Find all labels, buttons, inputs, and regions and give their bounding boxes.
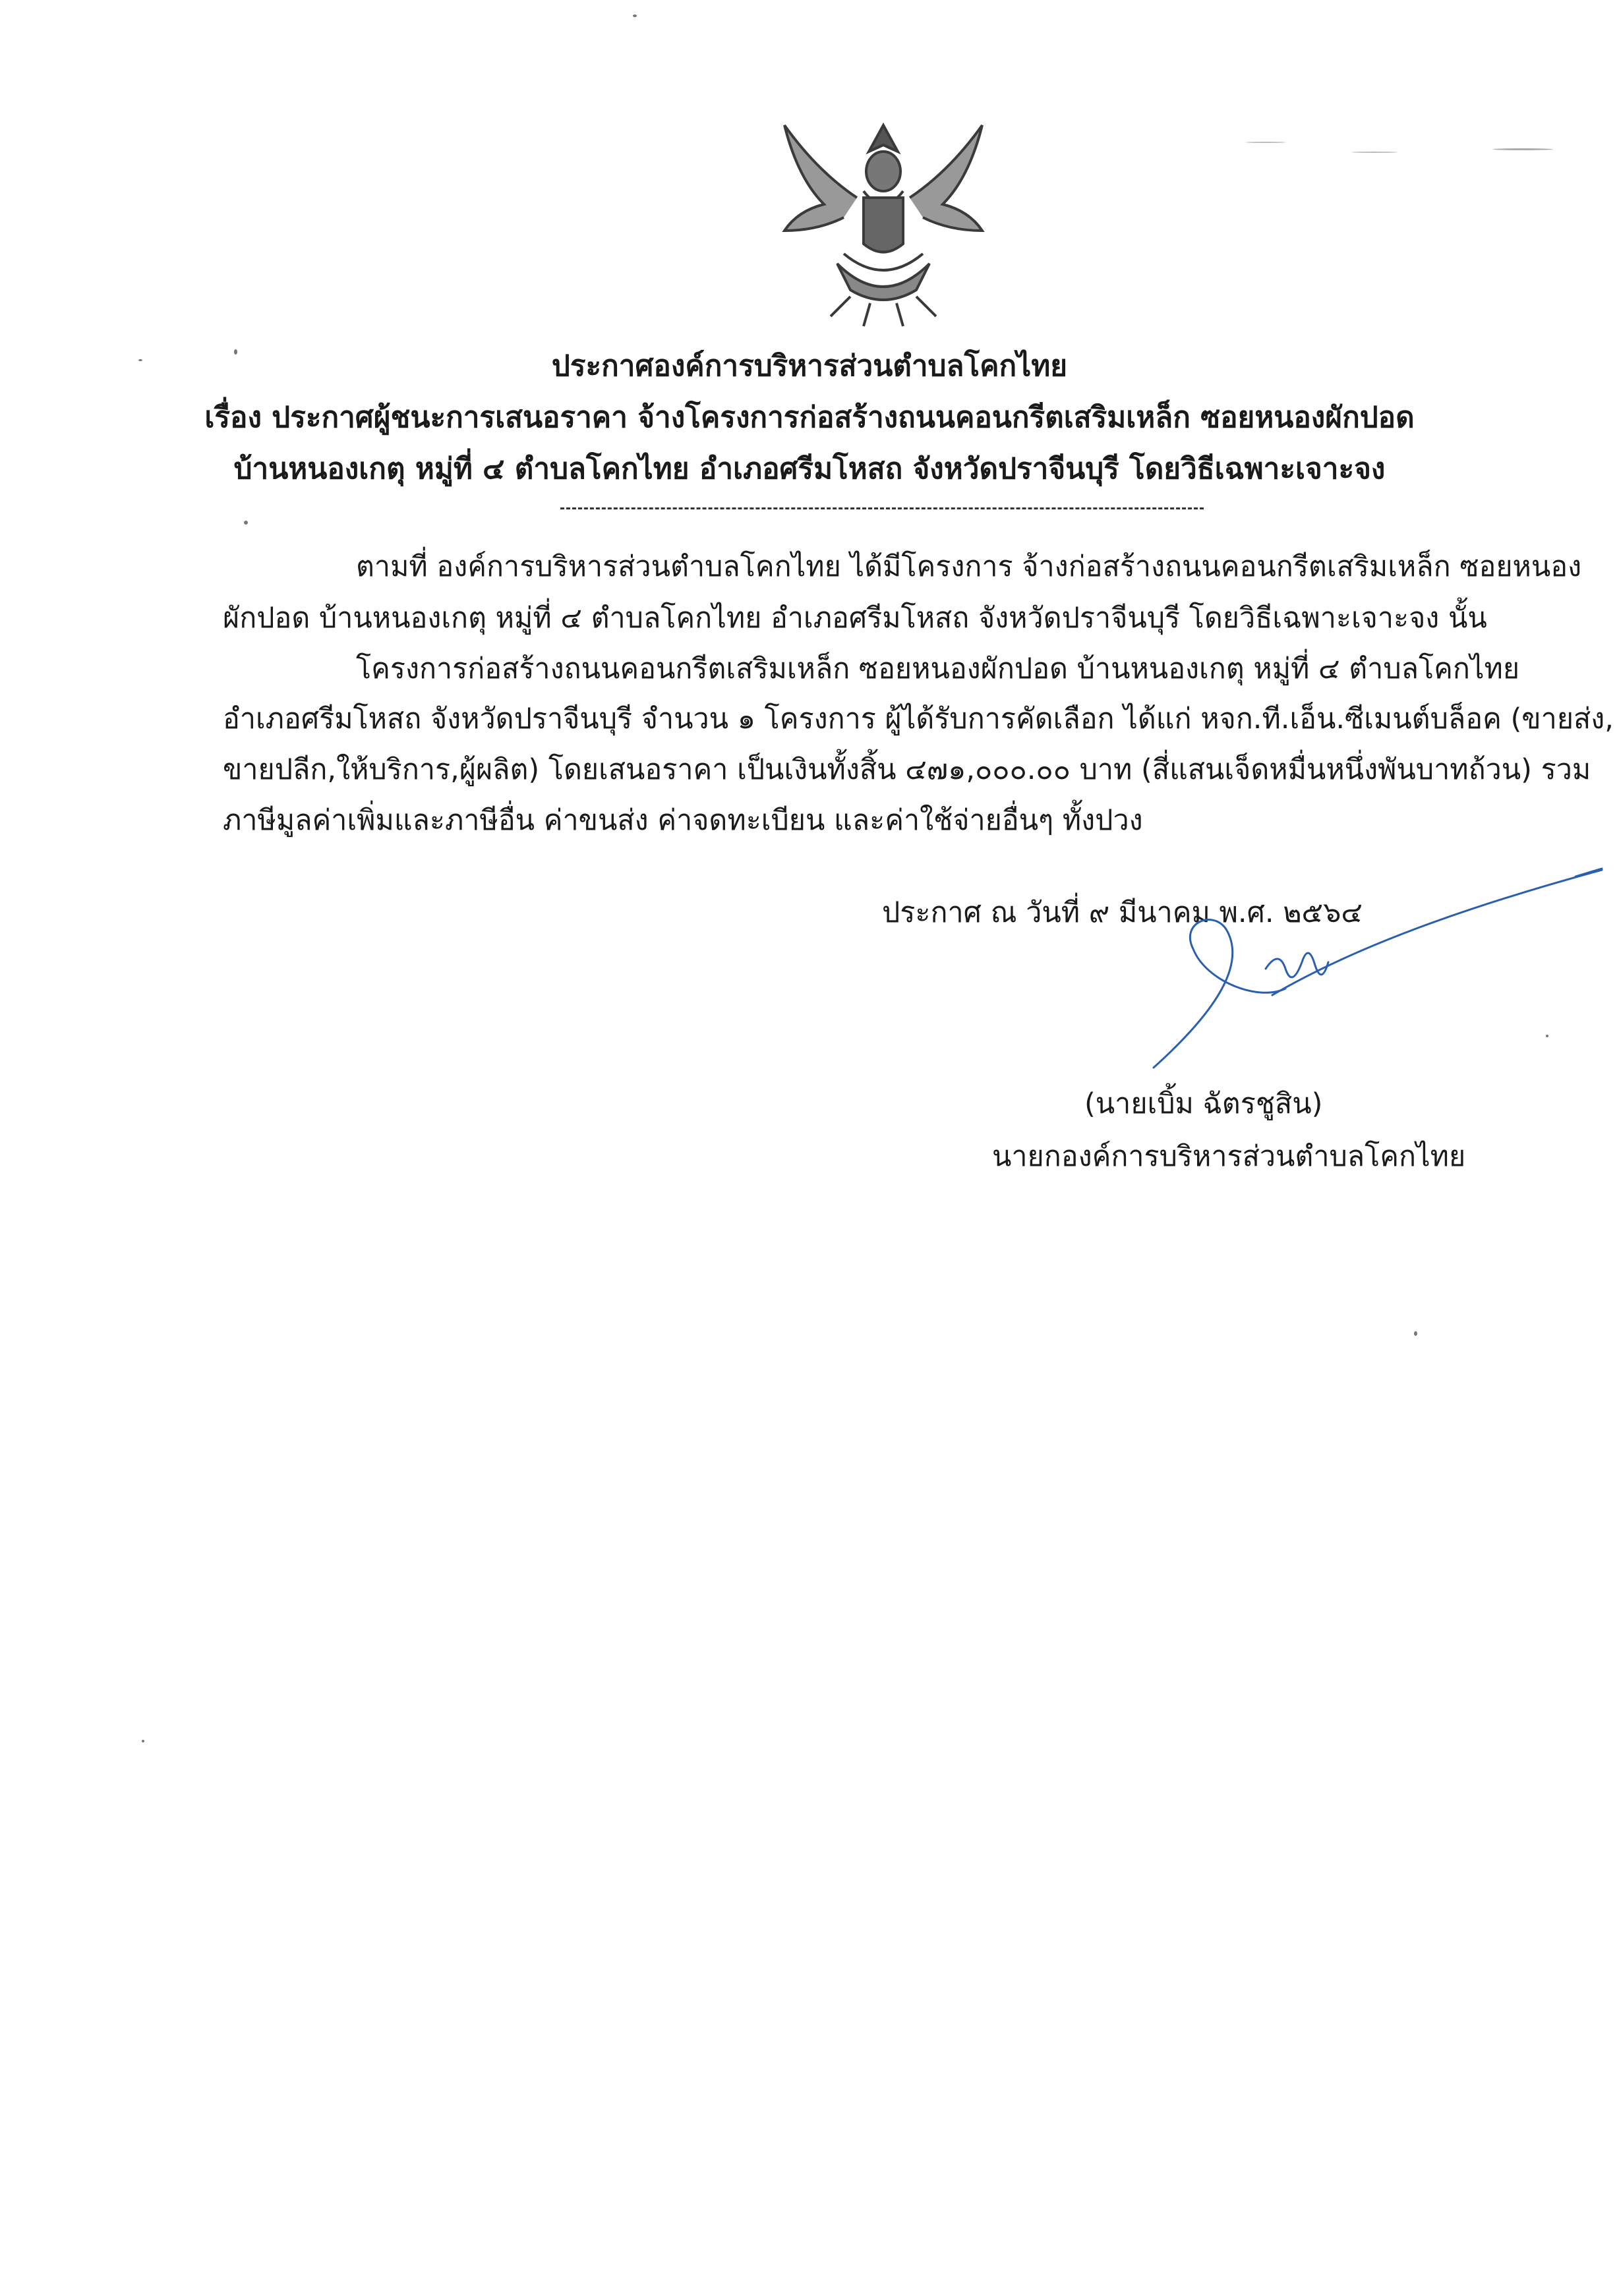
body-line: ภาษีมูลค่าเพิ่มและภาษีอื่น ค่าขนส่ง ค่าจดทะเบียน และค่าใช้จ่ายอื่นๆ ทั้งปวง (223, 804, 1143, 837)
body-line: อำเภอศรีมโหสถ จังหวัดปราจีนบุรี จำนวน ๑ โครงการ ผู้ได้รับการคัดเลือก ได้แก่ หจก.ที.เอ็น.ซีเมนต์บล็อค (ขายส่ง, (223, 703, 1614, 735)
body-line: ขายปลีก,ให้บริการ,ผู้ผลิต) โดยเสนอราคา เป็นเงินทั้งสิ้น ๔๗๑,๐๐๐.๐๐ บาท (สี่แสนเจ็ดหมื่นหนึ่งพันบาทถ้วน) รวม (223, 753, 1591, 786)
announcement-subject-continued: บ้านหนองเกตุ หมู่ที่ ๔ ตำบลโคกไทย อำเภอศรีมโหสถ จังหวัดปราจีนบุรี โดยวิธีเฉพาะเจาะจง (233, 452, 1386, 486)
scan-speck (1546, 1035, 1548, 1037)
scan-speck (1493, 148, 1552, 150)
signer-name: (นายเบิ้ม ฉัตรชูสิน) (1084, 1087, 1323, 1120)
dashed-divider (560, 507, 1204, 509)
garuda-emblem-icon (765, 99, 1002, 336)
body-line: ผักปอด บ้านหนองเกตุ หมู่ที่ ๔ ตำบลโคกไทย อำเภอศรีมโหสถ จังหวัดปราจีนบุรี โดยวิธีเฉพาะเจาะจง นั้น (223, 602, 1487, 635)
announcement-subject: เรื่อง ประกาศผู้ชนะการเสนอราคา จ้างโครงการก่อสร้างถนนคอนกรีตเสริมเหล็ก ซอยหนองผักปอด (204, 401, 1415, 434)
scan-speck (1351, 152, 1398, 153)
scan-speck (244, 521, 248, 525)
scan-speck (234, 349, 237, 355)
announcement-title: ประกาศองค์การบริหารส่วนตำบลโคกไทย (551, 349, 1068, 383)
body-line: ตามที่ องค์การบริหารส่วนตำบลโคกไทย ได้มีโครงการ จ้างก่อสร้างถนนคอนกรีตเสริมเหล็ก ซอยหนอง (356, 550, 1582, 583)
announcement-date: ประกาศ ณ วันที่ ๙ มีนาคม พ.ศ. ๒๕๖๔ (882, 896, 1363, 929)
scan-speck (633, 14, 637, 17)
scan-speck (142, 1740, 144, 1742)
scan-speck (1246, 142, 1285, 143)
body-line: โครงการก่อสร้างถนนคอนกรีตเสริมเหล็ก ซอยหนองผักปอด บ้านหนองเกตุ หมู่ที่ ๔ ตำบลโคกไทย (356, 652, 1520, 685)
scan-speck (1414, 1331, 1417, 1336)
signer-title: นายกองค์การบริหารส่วนตำบลโคกไทย (992, 1140, 1466, 1173)
handwritten-signature-icon (1140, 850, 1615, 1101)
scan-speck (138, 359, 142, 361)
